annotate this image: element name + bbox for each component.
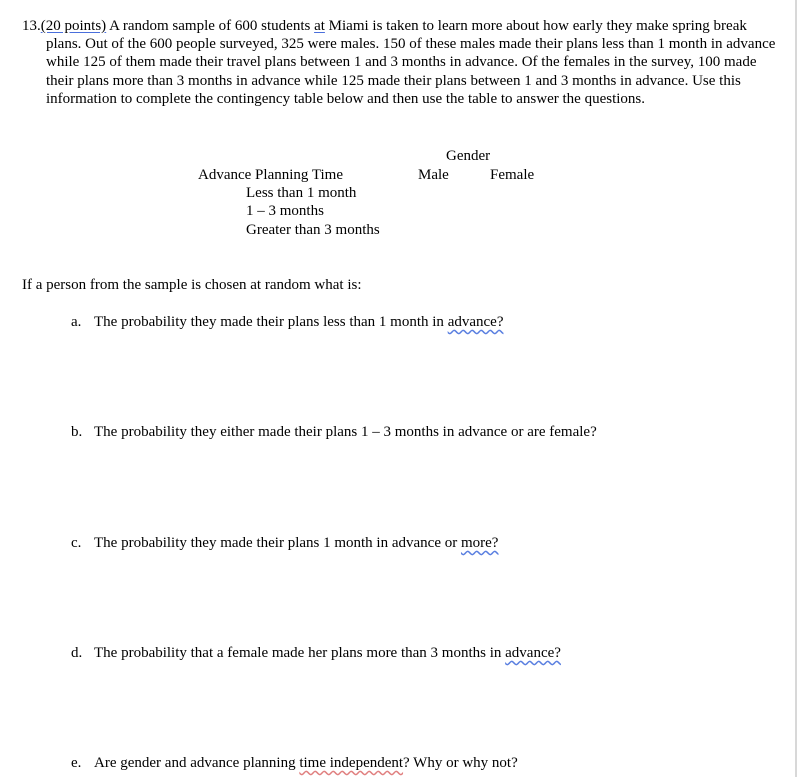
question-letter: d. xyxy=(71,645,83,661)
question-text: The probability they made their plans 1 month in advance or xyxy=(94,535,461,551)
row-label-less-than-1-month: Less than 1 month xyxy=(246,185,357,201)
problem-at-word: at xyxy=(314,18,325,34)
questions-intro: If a person from the sample is chosen at random what is: xyxy=(22,277,362,293)
question-letter: c. xyxy=(71,535,82,551)
question-e xyxy=(71,754,518,772)
question-text: The probability they either made their plans 1 – 3 months in advance or are female? xyxy=(94,424,597,440)
column-header-female: Female xyxy=(490,167,535,183)
question-text: The probability they made their plans less than 1 month in xyxy=(94,314,448,330)
question-tail: advance? xyxy=(447,314,504,330)
contingency-table xyxy=(0,0,797,260)
problem-text-part1: A random sample of 600 students xyxy=(106,18,315,34)
question-tail: advance? xyxy=(505,645,561,661)
row-label-1-3-months: 1 – 3 months xyxy=(246,203,324,219)
question-d xyxy=(71,644,561,662)
row-label-greater-than-3-months: Greater than 3 months xyxy=(246,222,380,238)
question-tail: more? xyxy=(460,535,499,551)
question-text: The probability that a female made her plans more than 3 months in xyxy=(94,645,506,661)
question-letter: e. xyxy=(71,755,82,771)
question-letter: b. xyxy=(71,424,83,440)
question-text: Are gender and advance planning xyxy=(94,755,300,771)
question-letter: a. xyxy=(71,314,82,330)
column-header-male: Male xyxy=(418,167,449,183)
problem-points: (20 points) xyxy=(40,18,107,34)
question-a xyxy=(71,313,503,331)
question-b xyxy=(71,423,597,441)
question-after: ? Why or why not? xyxy=(403,755,518,771)
column-group-header: Gender xyxy=(446,148,491,164)
problem-text-part2: Miami is taken to learn more about how early they make spring break plans. Out of the 600 people surveyed, 325 were males. 150 of these males made their plans less than 1 month in advance while 125 of them made their travel plans between 1 and 3 months in advance. Of the females in the survey, 100 made their plans more than 3 months in advance while 125 made their plans between 1 and 3 months in advance. Use this information to complete the contingency table below and then use the table to answer the questions. xyxy=(46,18,776,107)
problem-number: 13. xyxy=(22,18,41,34)
row-group-header: Advance Planning Time xyxy=(198,167,343,183)
question-c xyxy=(71,534,498,552)
question-tail: time independent xyxy=(299,755,404,771)
